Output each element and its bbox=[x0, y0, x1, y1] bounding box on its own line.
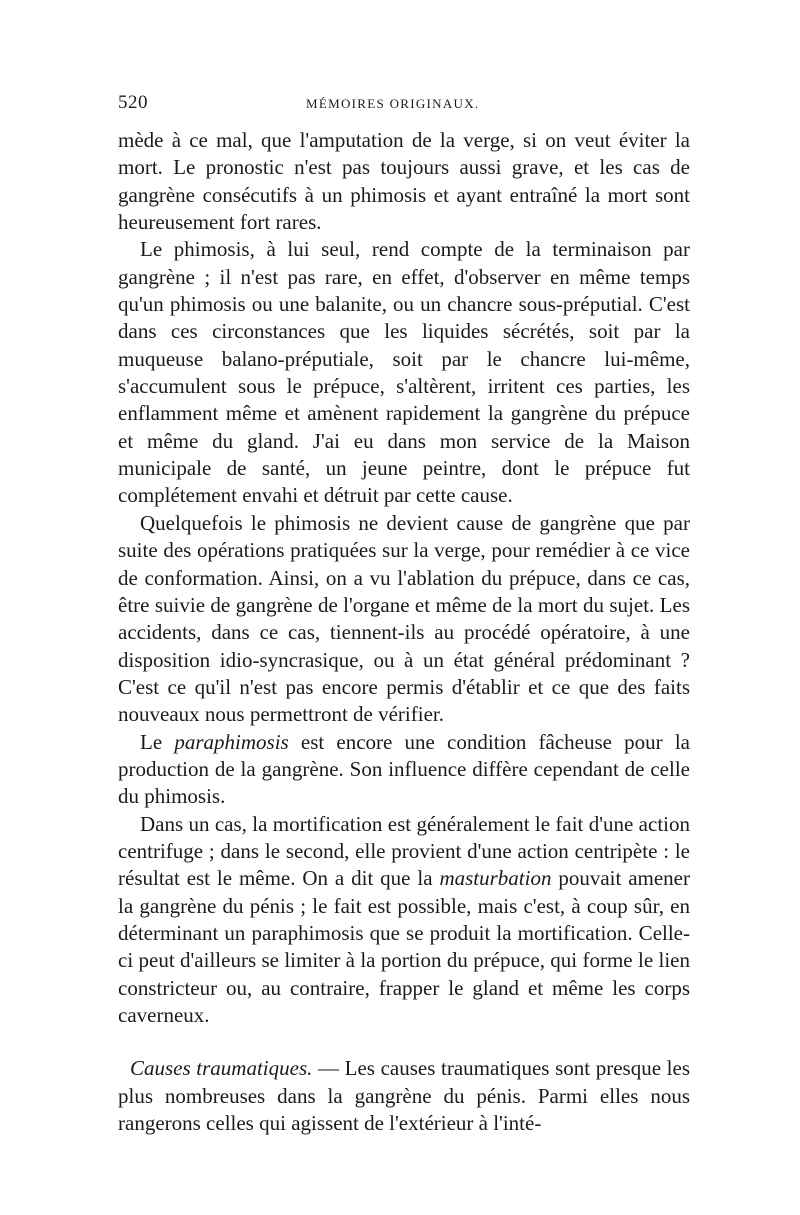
page-header bbox=[118, 92, 690, 122]
paragraph-text-rest: pouvait amener la gangrène du pénis ; le fait est possible, mais c'est, à coup sûr, en déterminant un paraphimosis que se produit la mortification. Celle-ci peut d'ailleurs se limiter à la portion du prépuce, qui forme le lien constricteur ou, au contraire, frapper le gland et même les corps caverneux. bbox=[118, 866, 690, 1027]
paragraph-text: Quelquefois le phimosis ne devient cause de gangrène que par suite des opérations pratiquées sur la verge, pour remédier à ce vice de conformation. Ainsi, on a vu l'ablation du prépuce, dans ce cas, être suivie de gangrène de l'organe et même de la mort du sujet. Les accidents, dans ce cas, tiennent-ils au procédé opératoire, à une disposition idio-syncrasique, ou à un état général prédominant ? C'est ce qu'il n'est pas encore permis d'établir et ce que des faits nouveaux nous permettront de vérifier. bbox=[118, 510, 690, 727]
emphasized-term: masturbation bbox=[439, 866, 552, 891]
paragraph-text-rest: — Les causes traumatiques sont presque les plus nombreuses dans la gangrène du pénis. Parmi elles nous rangerons celles qui agissent de l'extérieur à l'inté- bbox=[118, 1056, 690, 1136]
paragraph-causes-traumatiques bbox=[118, 1055, 690, 1137]
paragraph-phimosis bbox=[118, 236, 690, 509]
paragraph-text: mède à ce mal, que l'amputation de la verge, si on veut éviter la mort. Le pronostic n'est pas toujours aussi grave, et les cas de gangrène consécutifs à un phimosis et ayant entraîné la mort sont heureusement fort rares. bbox=[118, 128, 690, 235]
paragraph-continuation bbox=[118, 127, 690, 236]
paragraph-operations bbox=[118, 510, 690, 729]
paragraph-text-rest: est encore une condition fâcheuse pour la production de la gangrène. Son influence diffère cependant de celle du phimosis. bbox=[118, 729, 690, 809]
paragraph-text: Le phimosis, à lui seul, rend compte de la terminaison par gangrène ; il n'est pas rare, en effet, d'observer en même temps qu'un phimosis ou une balanite, ou un chancre sous-préputial. C'est dans ces circonstances que les liquides sécrétés, soit par la muqueuse balano-préputiale, soit par le chancre lui-même, s'accumulent sous le prépuce, s'altèrent, irritent ces parties, les enflamment même et amènent rapidement la gangrène du prépuce et même du gland. J'ai eu dans mon service de la Maison municipale de santé, un jeune peintre, dont le prépuce fut complétement envahi et détruit par cette cause. bbox=[118, 237, 690, 508]
paragraph-mortification bbox=[118, 811, 690, 1030]
section-heading: Causes traumatiques. bbox=[130, 1056, 313, 1081]
body-text bbox=[118, 127, 690, 1137]
paragraph-text-lead: Dans un cas, la mortification est généralement le fait d'une action centrifuge ; dans le second, elle provient d'une action centripète : le résultat est le même. On a dit que la bbox=[118, 811, 690, 891]
paragraph-text-lead: Le bbox=[140, 729, 175, 754]
running-head: MÉMOIRES ORIGINAUX. bbox=[306, 96, 480, 111]
emphasized-term: paraphimosis bbox=[174, 729, 289, 754]
paragraph-paraphimosis bbox=[118, 729, 690, 811]
page-number: 520 bbox=[118, 92, 148, 113]
